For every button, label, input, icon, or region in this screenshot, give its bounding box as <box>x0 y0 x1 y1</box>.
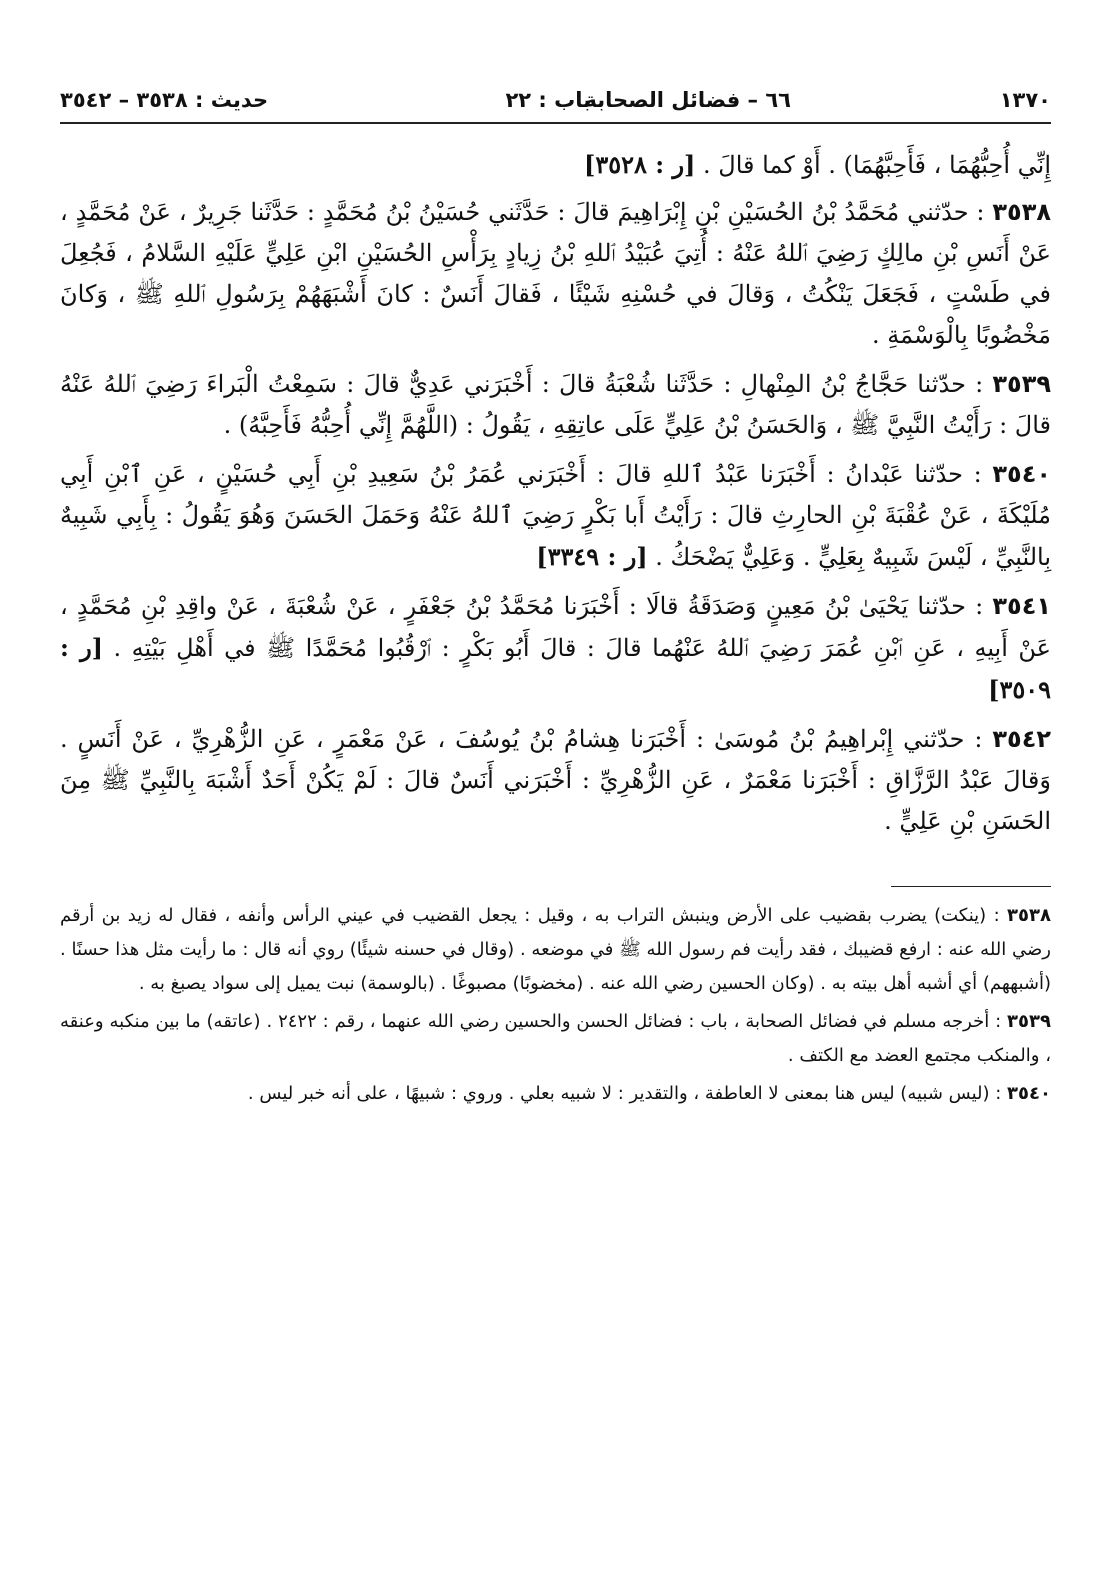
hadith-text: : حدّثني إِبْراهِيمُ بْنُ مُوسَىٰ : أَخْبَرَنا هِشامُ بْنُ يُوسُفَ ، عَنْ مَعْمَرٍ ، عَنِ الزُّهْرِيِّ ، عَنْ أَنَسٍ . وَقالَ عَبْدُ الرَّزَّاقِ : أَخْبَرَنا مَعْمَرٌ ، عَنِ الزُّهْرِيِّ : أَخْبَرَني أَنَسٌ قالَ : لَمْ يَكُنْ أَحَدٌ أَشْبَهَ بِالنَّبِيِّ ﷺ مِنَ الحَسَنِ بْنِ عَلِيٍّ . <box>60 725 1051 835</box>
hadith-range: حديث : ٣٥٣٨ – ٣٥٤٢ <box>60 88 269 112</box>
main-text <box>60 144 1051 842</box>
chapter-label: باب : ٢٢ <box>505 88 591 112</box>
hadith-paragraph <box>60 454 1051 578</box>
hadith-number: ٣٥٤٢ <box>992 725 1051 753</box>
cross-reference: [ر : ٣٥٠٩] <box>60 633 1051 704</box>
hadith-text: : حدّثني مُحَمَّدُ بْنُ الحُسَيْنِ بْنِ إِبْرَاهِيمَ قالَ : حَدَّثَني حُسَيْنُ بْنُ مُحَمَّدٍ : حَدَّثَنا جَرِيرٌ ، عَنْ مُحَمَّدٍ ، عَنْ أَنَسِ بْنِ مالِكٍ رَضِيَ ٱللهُ عَنْهُ : أُتِيَ عُبَيْدُ ٱللهِ بْنُ زِيادٍ بِرَأْسِ الحُسَيْنِ ابْنِ عَلِيٍّ عَلَيْهِ السَّلامُ ، فَجُعِلَ في طَسْتٍ ، فَجَعَلَ يَنْكُتُ ، وَقالَ في حُسْنِهِ شَيْئًا ، فَقالَ أَنَسٌ : كانَ أَشْبَهَهُمْ بِرَسُولِ ٱللهِ ﷺ ، وَكانَ مَخْضُوبًا بِالْوَسْمَةِ . <box>60 198 1052 349</box>
footnote <box>60 899 1051 1001</box>
footnotes <box>60 899 1051 1111</box>
hadith-number: ٣٥٤١ <box>992 592 1051 620</box>
hadith-number: ٣٥٣٨ <box>992 198 1051 226</box>
hadith-paragraph <box>60 719 1051 842</box>
footnote-text: : (ليس شبيه) ليس هنا بمعنى لا العاطفة ، والتقدير : لا شبيه بعلي . وروي : شبيهًا ، على أنه خبر ليس . <box>247 1083 1008 1104</box>
running-header <box>60 82 1051 124</box>
cross-reference: [ر : ٣٣٤٩] <box>536 542 648 571</box>
text-paragraph <box>60 144 1051 186</box>
footnote-text: : أخرجه مسلم في فضائل الصحابة ، باب : فضائل الحسن والحسين رضي الله عنهما ، رقم : ٢٤٢٢ . (عاتقه) ما بين منكبه وعنقه ، والمنكب مجتمع العضد مع الكتف . <box>60 1011 1051 1066</box>
footnote-divider <box>891 886 1051 887</box>
footnote <box>60 1005 1051 1073</box>
footnote <box>60 1077 1051 1111</box>
footnote-number: ٣٥٣٩ <box>1007 1011 1051 1032</box>
page-number: ١٣٧٠ <box>999 88 1051 112</box>
hadith-number: ٣٥٤٠ <box>992 460 1051 488</box>
paragraph-text: إِنِّي أُحِبُّهُمَا ، فَأَحِبَّهُمَا) . أَوْ كما قالَ . <box>703 151 1051 179</box>
cross-reference: [ر : ٣٥٢٨] <box>583 150 696 179</box>
footnote-number: ٣٥٤٠ <box>1007 1083 1051 1104</box>
footnote-text: : (ينكت) يضرب بقضيب على الأرض وينبش التراب به ، وقيل : يجعل القضيب في عيني الرأس وأنفه ، فقال له زيد بن أرقم رضي الله عنه : ارفع قضيبك ، فقد رأيت فم رسول الله ﷺ في موضعه . (وقال في حسنه شيئًا) روي أنه قال : ما رأيت مثل هذا حسنًا . (أشبههم) أي أشبه أهل بيته به . (وكان الحسين رضي الله عنه . (مخضوبًا) مصبوغًا . (بالوسمة) نبت يميل إلى سواد يصبغ به . <box>60 905 1051 994</box>
hadith-paragraph <box>60 192 1051 356</box>
book-page <box>60 82 1051 1115</box>
hadith-number: ٣٥٣٩ <box>992 370 1051 398</box>
footnote-number: ٣٥٣٨ <box>1007 905 1051 926</box>
hadith-text: : حدّثنا عَبْدانُ : أَخْبَرَنا عَبْدُ ٱللهِ قالَ : أَخْبَرَني عُمَرُ بْنُ سَعِيدِ بْنِ أَبِي حُسَيْنٍ ، عَنِ ٱبْنِ أَبِي مُلَيْكَةَ ، عَنْ عُقْبَةَ بْنِ الحارِثِ قالَ : رَأَيْتُ أَبا بَكْرٍ رَضِيَ ٱللهُ عَنْهُ وَحَمَلَ الحَسَنَ وَهُوَ يَقُولُ : بِأَبِي شَبِيهٌ بِالنَّبِيِّ ، لَيْسَ شَبِيهٌ بِعَلِيٍّ . وَعَلِيٌّ يَضْحَكُ . <box>60 460 1051 571</box>
book-title: ٦٦ – فضائل الصحابة <box>584 88 791 112</box>
hadith-paragraph <box>60 364 1051 446</box>
hadith-paragraph <box>60 586 1051 711</box>
hadith-text: : حدّثنا حَجَّاجُ بْنُ المِنْهالِ : حَدَّثَنا شُعْبَةُ قالَ : أَخْبَرَني عَدِيٌّ قالَ : سَمِعْتُ الْبَراءَ رَضِيَ ٱللهُ عَنْهُ قالَ : رَأَيْتُ النَّبِيَّ ﷺ ، وَالحَسَنُ بْنُ عَلِيٍّ عَلَى عاتِقِهِ ، يَقُولُ : (اللَّهُمَّ إِنِّي أُحِبُّهُ فَأَحِبَّهُ) . <box>60 370 1051 439</box>
hadith-text: : حدّثنا يَحْيَىٰ بْنُ مَعِينٍ وَصَدَقَةُ قالَا : أَخْبَرَنا مُحَمَّدُ بْنُ جَعْفَرٍ ، عَنْ شُعْبَةَ ، عَنْ واقِدِ بْنِ مُحَمَّدٍ ، عَنْ أَبِيهِ ، عَنِ ٱبْنِ عُمَرَ رَضِيَ ٱللهُ عَنْهُما قالَ : قالَ أَبُو بَكْرٍ : ٱرْقُبُوا مُحَمَّدًا ﷺ في أَهْلِ بَيْتِهِ . <box>60 592 1051 662</box>
